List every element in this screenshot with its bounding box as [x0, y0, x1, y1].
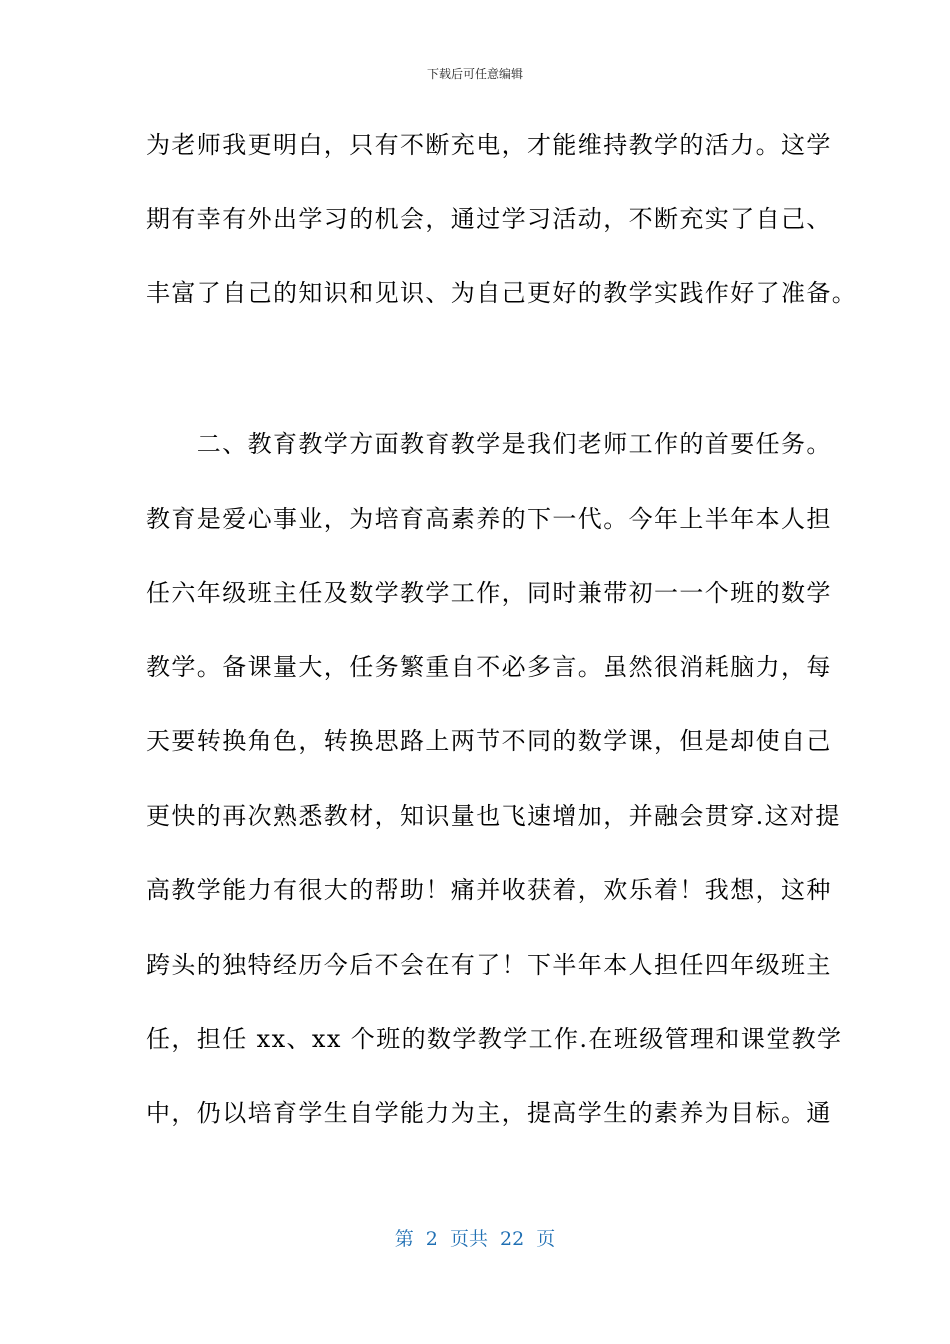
body-line-7: 教学。备课量大，任务繁重自不必多言。虽然很消耗脑力，每 — [146, 653, 832, 681]
body-line-1: 为老师我更明白，只有不断充电，才能维持教学的活力。这学 — [146, 131, 832, 159]
body-line-3: 丰富了自己的知识和见识、为自己更好的教学实践作好了准备。 — [146, 279, 858, 307]
body-line-12: 任，担任 xx、xx 个班的数学教学工作.在班级管理和课堂教学 — [146, 1025, 843, 1053]
page-number-footer: 第 2 页共 22 页 — [394, 1228, 556, 1250]
body-line-8: 天要转换角色，转换思路上两节不同的数学课，但是却使自己 — [146, 727, 832, 755]
body-line-13: 中，仍以培育学生自学能力为主，提高学生的素养为目标。通 — [146, 1099, 832, 1127]
page-header: 下载后可任意编辑 — [426, 67, 523, 81]
body-line-10: 高教学能力有很大的帮助！痛并收获着，欢乐着！我想，这种 — [146, 876, 832, 904]
body-line-6: 任六年级班主任及数学教学工作，同时兼带初一一个班的数学 — [146, 579, 832, 607]
body-line-4: 二、教育教学方面教育教学是我们老师工作的首要任务。 — [146, 430, 832, 458]
body-line-9: 更快的再次熟悉教材，知识量也飞速增加，并融会贯穿.这对提 — [146, 802, 841, 830]
body-line-2: 期有幸有外出学习的机会，通过学习活动，不断充实了自己、 — [146, 205, 832, 233]
body-line-11: 跨头的独特经历今后不会在有了！下半年本人担任四年级班主 — [146, 951, 832, 979]
body-line-5: 教育是爱心事业，为培育高素养的下一代。今年上半年本人担 — [146, 505, 832, 533]
